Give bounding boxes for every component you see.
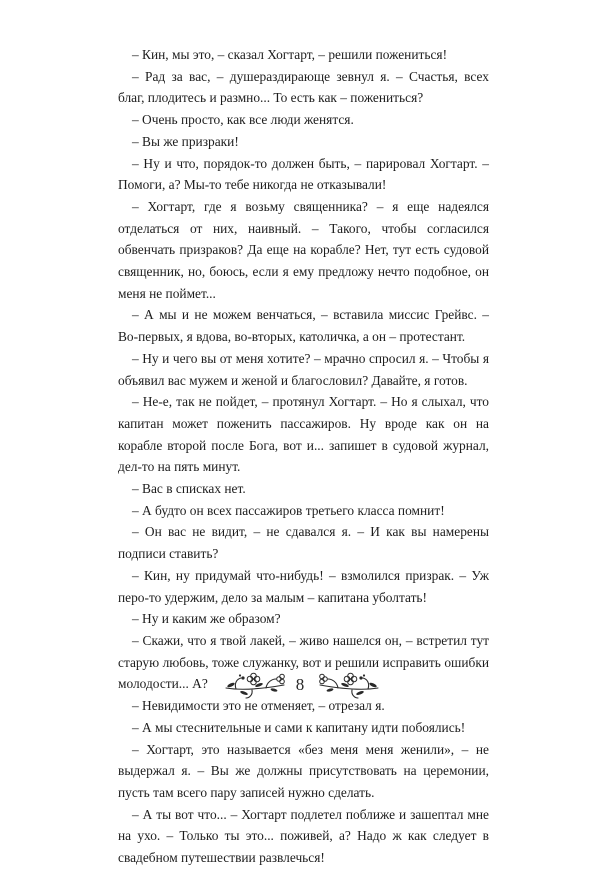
paragraph: – Ну и что, порядок-то должен быть, – парировал Хогтарт. – Помоги, а? Мы-то тебе никогда не отказывали! bbox=[118, 155, 489, 193]
paragraph: – Кин, мы это, – сказал Хогтарт, – решили пожениться! bbox=[132, 47, 448, 62]
page-number: 8 bbox=[295, 675, 305, 694]
paragraph: – Ну и чего вы от меня хотите? – мрачно спросил я. – Чтобы я объявил вас мужем и женой и благословил? Давайте, я готов. bbox=[118, 350, 489, 388]
paragraph: – Очень просто, как все люди женятся. bbox=[132, 112, 354, 128]
page-footer bbox=[0, 670, 600, 704]
paragraph: – Он вас не видит, – не сдавался я. – И как вы намерены подписи ставить? bbox=[118, 524, 489, 562]
paragraph: – Вас в списках нет. bbox=[132, 481, 246, 497]
paragraph: – Рад за вас, – душераздирающе зевнул я. – Счастья, всех благ, плодитесь и размно... То есть как – пожениться? bbox=[118, 68, 489, 106]
paragraph: – Хогтарт, это называется «без меня меня женили», – не выдержал я. – Вы же должны присутствовать на церемонии, пусть там всего пару записей нужно сделать. bbox=[118, 741, 489, 800]
paragraph: – Скажи, что я твой лакей, – живо нашелся он, – встретил тут старую любовь, тоже служанку, вот и решили исправить ошибки молодости... А? bbox=[118, 632, 489, 692]
paragraph: – Вы же призраки! bbox=[132, 133, 239, 149]
paragraph: – А будто он всех пассажиров третьего класса помнит! bbox=[132, 502, 445, 518]
paragraph: – Ну и каким же образом? bbox=[132, 611, 281, 627]
page-body bbox=[118, 44, 489, 869]
paragraph: – Невидимости это не отменяет, – отрезал я. bbox=[132, 698, 385, 714]
floral-branch-icon bbox=[222, 670, 286, 700]
floral-branch-icon bbox=[318, 670, 382, 700]
paragraph: – Не-е, так не пойдет, – протянул Хогтарт. – Но я слыхал, что капитан может поженить пассажиров. Ну вроде как он на корабле второй после Бога, вот и... запишет в судовой журнал, дел-то на пять минут. bbox=[118, 394, 489, 475]
paragraph: – Хогтарт, где я возьму священника? – я еще надеялся отделаться от них, наивный. – Такого, чтобы согласился обвенчать призраков? Да еще на корабле? Нет, тут есть судовой священник, но, боюсь, если я ему предложу нечто подобное, он меня не поймет... bbox=[118, 198, 489, 301]
paragraph: – А мы стеснительные и сами к капитану идти побоялись! bbox=[132, 719, 466, 735]
paragraph: – А мы и не можем венчаться, – вставила миссис Грейвс. – Во-первых, я вдова, во-вторых, католичка, а он – протестант. bbox=[118, 307, 489, 345]
paragraph: – Кин, ну придумай что-нибудь! – взмолился призрак. – Уж перо-то удержим, дело за малым – капитана уболтать! bbox=[118, 567, 489, 605]
paragraph: – А ты вот что... – Хогтарт подлетел поближе и зашептал мне на ухо. – Только ты это... поживей, а? Надо ж как следует в свадебном путешествии развлечься! bbox=[118, 806, 489, 866]
